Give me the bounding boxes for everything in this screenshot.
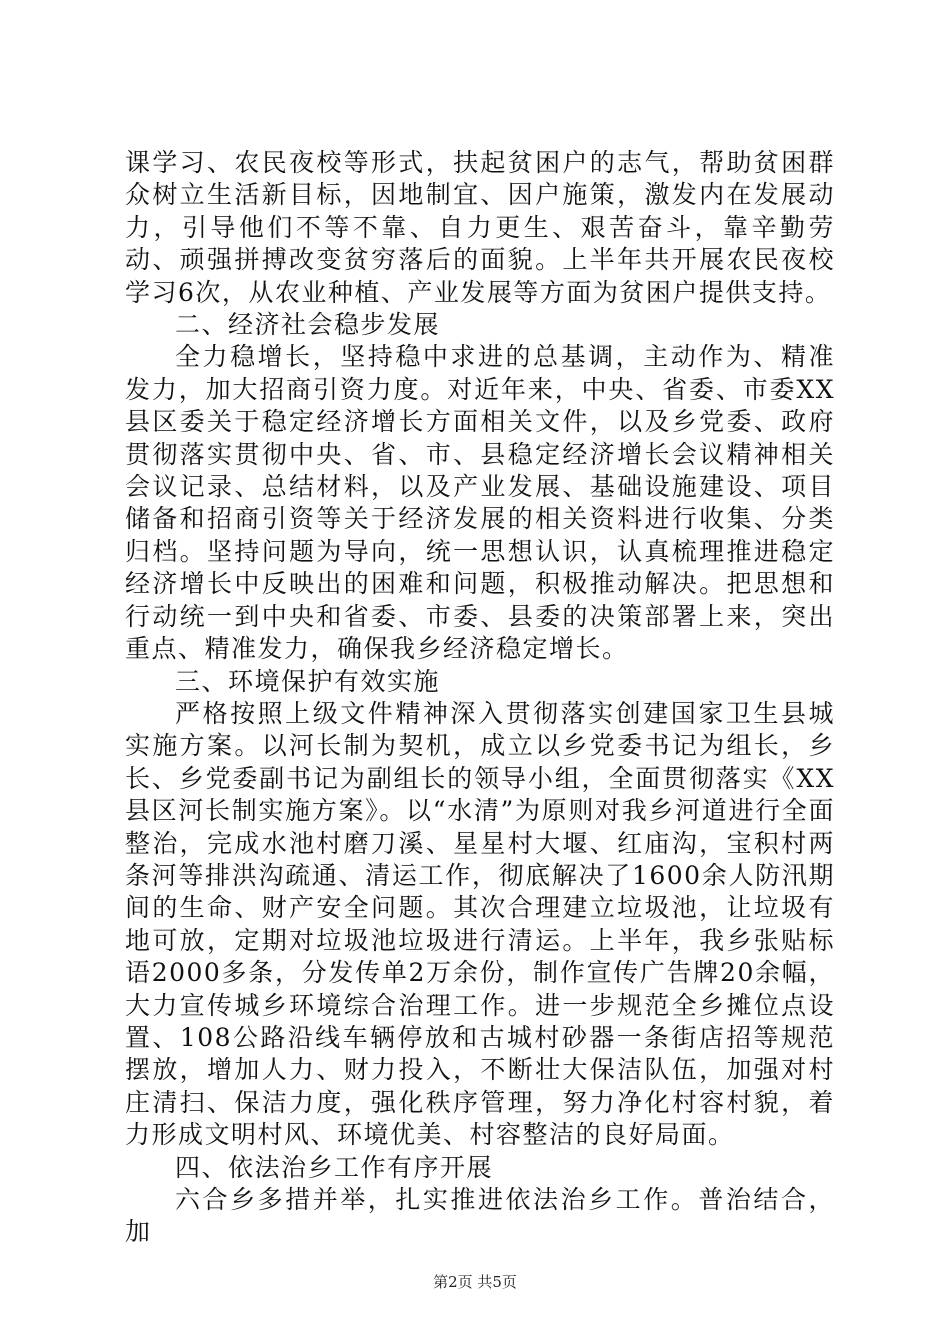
section-heading-economy: 二、经济社会稳步发展 xyxy=(175,310,441,340)
document-body xyxy=(125,147,835,1249)
paragraph-environment: 严格按照上级文件精神深入贯彻落实创建国家卫生县城实施方案。以河长制为契机，成立以乡党委书记为组长，乡长、乡党委副书记为副组长的领导小组，全面贯彻落实《XX县区河长制实施方案》。以“水清”为原则对我乡河道进行全面整治，完成水池村磨刀溪、星星村大堰、红庙沟，宝积村两条河等排洪沟疏通、清运工作，彻底解决了1600余人防汛期间的生命、财产安全问题。其次合理建立垃圾池，让垃圾有地可放，定期对垃圾池垃圾进行清运。上半年，我乡张贴标语2000多条，分发传单2万余份，制作宣传广告牌20余幅，大力宣传城乡环境综合治理工作。进一步规范全乡摊位点设置、108公路沿线车辆停放和古城村砂器一条街店招等规范摆放，增加人力、财力投入，不断壮大保洁队伍，加强对村庄清扫、保洁力度，强化秩序管理，努力净化村容村貌，着力形成文明村风、环境优美、村容整洁的良好局面。 xyxy=(125,698,835,1150)
paragraph-continuation: 课学习、农民夜校等形式，扶起贫困户的志气，帮助贫困群众树立生活新目标，因地制宜、因户施策，激发内在发展动力，引导他们不等不靠、自力更生、艰苦奋斗，靠辛勤劳动、顽强拼搏改变贫穷落后的面貌。上半年共开展农民夜校学习6次，从农业种植、产业发展等方面为贫困户提供支持。 xyxy=(125,148,835,307)
section-heading-rule-of-law: 四、依法治乡工作有序开展 xyxy=(175,1152,494,1182)
page-number-footer: 第2页 共5页 xyxy=(433,1273,517,1291)
paragraph-rule-of-law: 六合乡多措并举，扎实推进依法治乡工作。普治结合，加 xyxy=(125,1185,835,1247)
section-heading-environment: 三、环境保护有效实施 xyxy=(175,666,441,696)
paragraph-economy: 全力稳增长，坚持稳中求进的总基调，主动作为、精准发力，加大招商引资力度。对近年来，中央、省委、市委XX县区委关于稳定经济增长方面相关文件，以及乡党委、政府贯彻落实贯彻中央、省、市、县稳定经济增长会议精神相关会议记录、总结材料，以及产业发展、基础设施建设、项目储备和招商引资等关于经济发展的相关资料进行收集、分类归档。坚持问题为导向，统一思想认识，认真梳理推进稳定经济增长中反映出的困难和问题，积极推动解决。把思想和行动统一到中央和省委、市委、县委的决策部署上来，突出重点、精准发力，确保我乡经济稳定增长。 xyxy=(125,342,835,664)
